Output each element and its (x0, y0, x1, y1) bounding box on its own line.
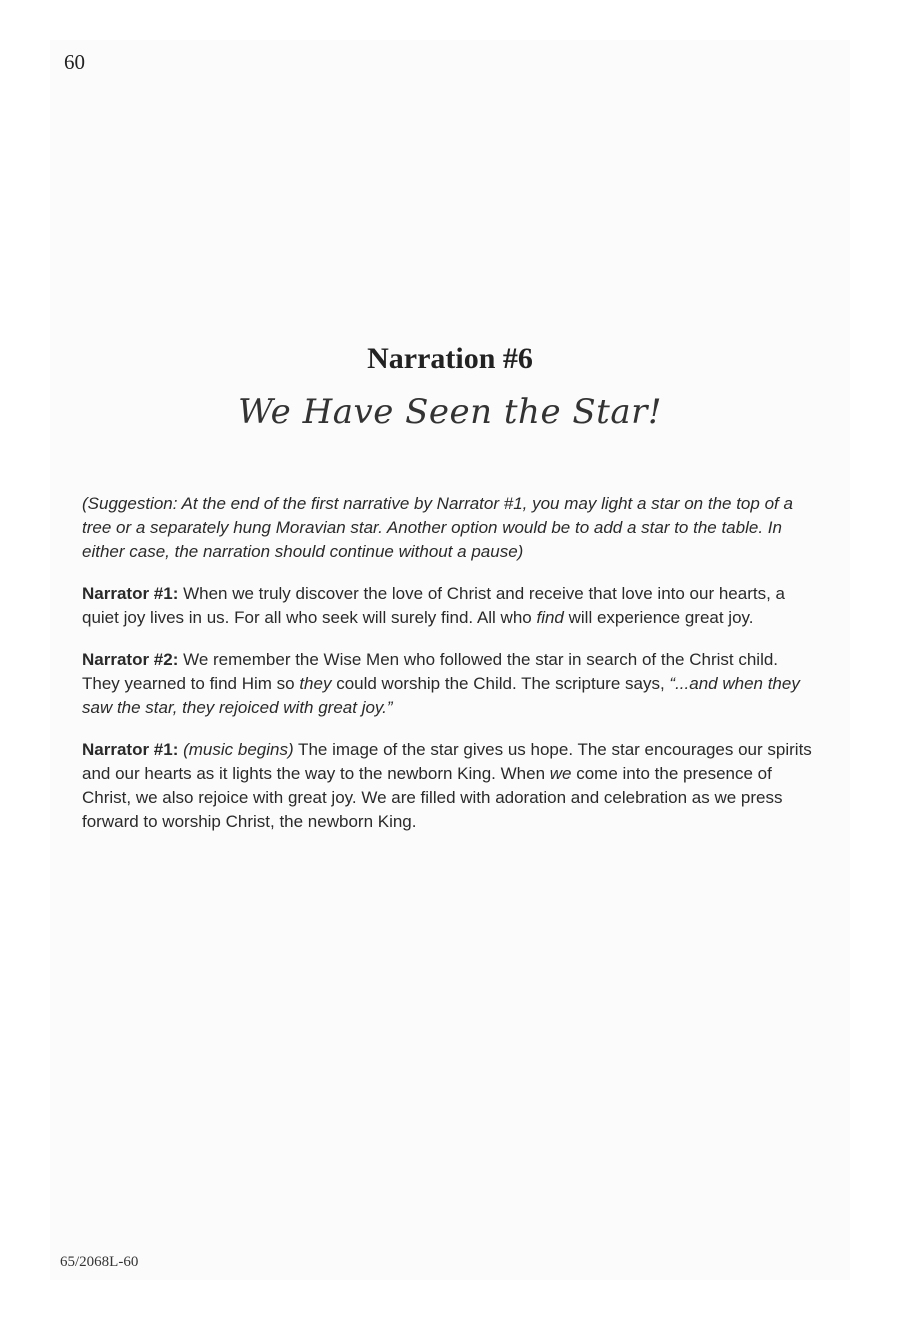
paragraph-text: When we truly discover the love of Christ and receive that love into our hearts, a quiet joy lives in us. For all who seek will surely find. All who (82, 584, 786, 627)
speaker-label: Narrator #1: (82, 740, 179, 759)
page-title: Narration #6 (367, 342, 533, 375)
suggestion-note: (Suggestion: At the end of the first narrative by Narrator #1, you may light a star on the top of a tree or a separately hung Moravian star. Another option would be to add a star to the table. In either case, the narration should continue without a pause) (82, 494, 793, 561)
emphasis-text: find (536, 608, 564, 627)
paragraph-text: The image of the star gives us hope. The star encourages our spirits and our hearts as it lights the way to the newborn King. When (82, 740, 812, 783)
paragraph-text: will experience great joy. (563, 608, 754, 627)
narration-paragraph-2 (82, 648, 818, 720)
narration-paragraph-3 (82, 738, 818, 834)
narration-paragraph-1 (82, 582, 818, 630)
catalog-code: 65/2068L-60 (60, 1254, 139, 1270)
speaker-label: Narrator #2: (82, 650, 179, 669)
speaker-label: Narrator #1: (82, 584, 179, 603)
paragraph-text: come into the presence of Christ, we also rejoice with great joy. We are filled with adoration and celebration as we press forward to worship Christ, the newborn King. (82, 764, 783, 831)
stage-direction: (music begins) (178, 740, 294, 759)
page-number: 60 (64, 50, 85, 74)
paragraph-text: could worship the Child. The scripture says, (331, 674, 670, 693)
page-subtitle: We Have Seen the Star! (237, 392, 663, 432)
emphasis-text: we (549, 764, 572, 783)
emphasis-text: they (299, 674, 332, 693)
scripture-quote: “...and when they saw the star, they rejoiced with great joy.” (82, 674, 800, 717)
paragraph-text: We remember the Wise Men who followed the star in search of the Christ child. They yearned to find Him so (82, 650, 779, 693)
narration-body (82, 492, 818, 852)
